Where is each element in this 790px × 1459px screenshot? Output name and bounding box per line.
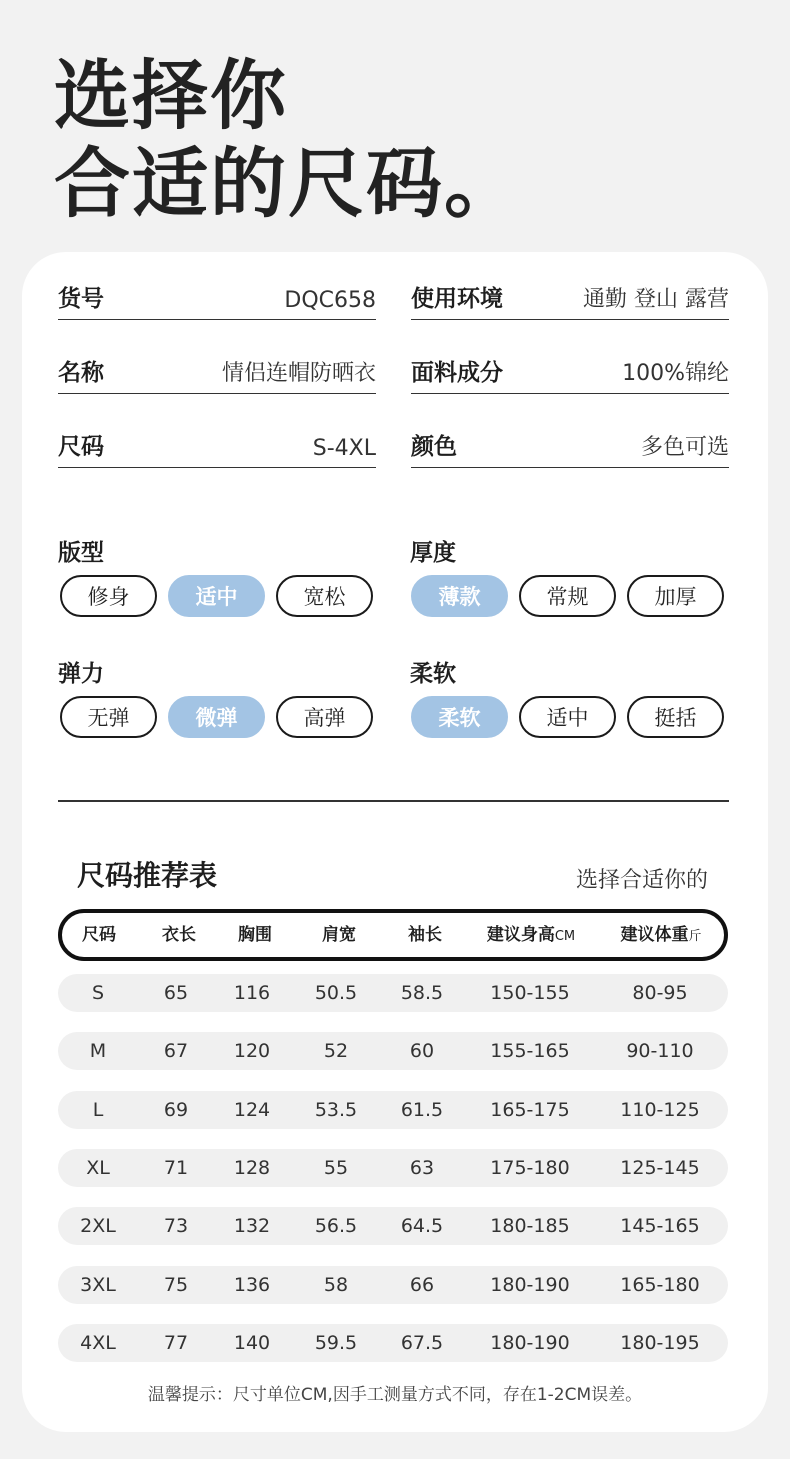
cell-size: 3XL xyxy=(80,1273,116,1296)
spec-fabric xyxy=(411,350,729,394)
spec-value: S-4XL xyxy=(312,436,376,461)
header-weight-label: 建议体重 xyxy=(620,925,689,945)
cell-chest: 132 xyxy=(233,1215,271,1238)
attr-options-elasticity xyxy=(60,696,373,738)
header-size: 尺码 xyxy=(82,925,116,945)
cell-size: M xyxy=(89,1040,107,1063)
option-pill[interactable]: 适中 xyxy=(519,696,616,738)
spec-value: 情侣连帽防晒衣 xyxy=(221,361,376,386)
table-row xyxy=(58,1149,728,1187)
size-table-subtitle: 选择合适你的 xyxy=(575,868,708,893)
attr-title-fit: 版型 xyxy=(58,540,104,566)
table-row xyxy=(58,1032,728,1070)
cell-length: 65 xyxy=(163,982,189,1004)
spec-label: 颜色 xyxy=(411,434,457,460)
cell-size: L xyxy=(92,1098,104,1121)
option-pill[interactable]: 宽松 xyxy=(276,575,373,617)
option-pill[interactable]: 常规 xyxy=(519,575,616,617)
size-table-header xyxy=(58,909,728,961)
table-row xyxy=(58,1266,728,1304)
cell-weight: 125-145 xyxy=(620,1156,700,1179)
spec-label: 使用环境 xyxy=(411,286,503,312)
cell-sleeve: 63 xyxy=(409,1156,435,1179)
attr-options-thickness xyxy=(411,575,724,617)
cell-length: 71 xyxy=(163,1156,189,1179)
cell-sleeve: 67.5 xyxy=(400,1331,444,1354)
cell-shoulder: 52 xyxy=(323,1040,349,1063)
cell-size: S xyxy=(91,982,105,1004)
table-row xyxy=(58,1207,728,1245)
cell-height: 175-180 xyxy=(490,1156,570,1179)
header-sleeve: 袖长 xyxy=(408,925,442,945)
spec-size xyxy=(58,424,376,468)
table-row xyxy=(58,974,728,1012)
header-shoulder: 肩宽 xyxy=(322,925,356,945)
size-table-title: 尺码推荐表 xyxy=(77,859,218,892)
cell-size: 4XL xyxy=(80,1331,116,1354)
cell-height: 180-190 xyxy=(490,1273,570,1296)
cell-size: XL xyxy=(86,1156,110,1179)
option-pill[interactable]: 挺括 xyxy=(627,696,724,738)
cell-shoulder: 58 xyxy=(323,1273,349,1296)
cell-shoulder: 53.5 xyxy=(314,1098,358,1121)
header-weight xyxy=(598,913,724,957)
cell-length: 69 xyxy=(163,1098,189,1121)
header-length: 衣长 xyxy=(162,925,196,945)
cell-weight: 80-95 xyxy=(632,982,688,1004)
cell-chest: 140 xyxy=(233,1331,271,1354)
cell-weight: 165-180 xyxy=(620,1273,700,1296)
spec-environment xyxy=(411,276,729,320)
spec-label: 面料成分 xyxy=(411,360,503,386)
spec-name xyxy=(58,350,376,394)
cell-shoulder: 56.5 xyxy=(314,1215,358,1238)
cell-height: 180-185 xyxy=(490,1215,570,1238)
cell-length: 67 xyxy=(163,1040,189,1063)
option-pill[interactable]: 微弹 xyxy=(168,696,265,738)
option-pill[interactable]: 修身 xyxy=(60,575,157,617)
cell-weight: 145-165 xyxy=(620,1215,700,1238)
cell-weight: 110-125 xyxy=(620,1098,700,1121)
cell-sleeve: 60 xyxy=(409,1040,435,1063)
option-pill[interactable]: 加厚 xyxy=(627,575,724,617)
cell-shoulder: 59.5 xyxy=(314,1331,358,1354)
cell-weight: 180-195 xyxy=(620,1331,700,1354)
cell-chest: 116 xyxy=(233,982,271,1004)
spec-label: 尺码 xyxy=(58,434,104,460)
cell-height: 165-175 xyxy=(490,1098,570,1121)
spec-label: 名称 xyxy=(58,360,104,386)
table-row xyxy=(58,1324,728,1362)
cell-length: 73 xyxy=(163,1215,189,1238)
header-chest: 胸围 xyxy=(238,925,272,945)
option-pill[interactable]: 适中 xyxy=(168,575,265,617)
section-divider xyxy=(58,800,729,802)
header-weight-unit: 斤 xyxy=(688,929,702,944)
cell-length: 75 xyxy=(163,1273,189,1296)
cell-sleeve: 66 xyxy=(409,1273,435,1296)
attr-options-softness xyxy=(411,696,724,738)
attr-title-thickness: 厚度 xyxy=(410,540,456,566)
cell-length: 77 xyxy=(163,1331,189,1354)
option-pill[interactable]: 薄款 xyxy=(411,575,508,617)
cell-height: 150-155 xyxy=(490,982,570,1004)
spec-value: 多色可选 xyxy=(640,435,729,460)
cell-chest: 124 xyxy=(233,1098,271,1121)
cell-shoulder: 55 xyxy=(323,1156,349,1179)
measurement-note: 温馨提示：尺寸单位CM,因手工测量方式不同，存在1-2CM误差。 xyxy=(147,1385,643,1405)
attr-title-softness: 柔软 xyxy=(410,661,456,687)
header-height-label: 建议身高 xyxy=(486,925,555,945)
spec-value: 通勤 登山 露营 xyxy=(583,287,729,312)
option-pill[interactable]: 无弹 xyxy=(60,696,157,738)
attr-title-elasticity: 弹力 xyxy=(58,661,104,687)
cell-height: 180-190 xyxy=(490,1331,570,1354)
header-height-unit: CM xyxy=(554,929,576,944)
headline-line-2: 合适的尺码。 xyxy=(54,139,522,228)
attr-options-fit xyxy=(60,575,373,617)
page-headline xyxy=(54,52,522,228)
cell-chest: 128 xyxy=(233,1156,271,1179)
spec-value: DQC658 xyxy=(284,288,376,313)
cell-height: 155-165 xyxy=(490,1040,570,1063)
cell-sleeve: 61.5 xyxy=(400,1098,444,1121)
spec-color xyxy=(411,424,729,468)
size-card xyxy=(22,252,768,1432)
headline-line-1: 选择你 xyxy=(54,51,288,140)
cell-chest: 120 xyxy=(233,1040,271,1063)
option-pill[interactable]: 柔软 xyxy=(411,696,508,738)
spec-item-no xyxy=(58,276,376,320)
cell-shoulder: 50.5 xyxy=(314,982,358,1004)
cell-sleeve: 58.5 xyxy=(400,982,444,1004)
option-pill[interactable]: 高弹 xyxy=(276,696,373,738)
cell-chest: 136 xyxy=(233,1273,271,1296)
cell-sleeve: 64.5 xyxy=(400,1215,444,1238)
cell-weight: 90-110 xyxy=(626,1040,694,1063)
spec-label: 货号 xyxy=(58,286,104,312)
header-height xyxy=(466,913,596,957)
cell-size: 2XL xyxy=(80,1215,116,1238)
spec-value: 100%锦纶 xyxy=(622,361,729,386)
table-row xyxy=(58,1091,728,1129)
